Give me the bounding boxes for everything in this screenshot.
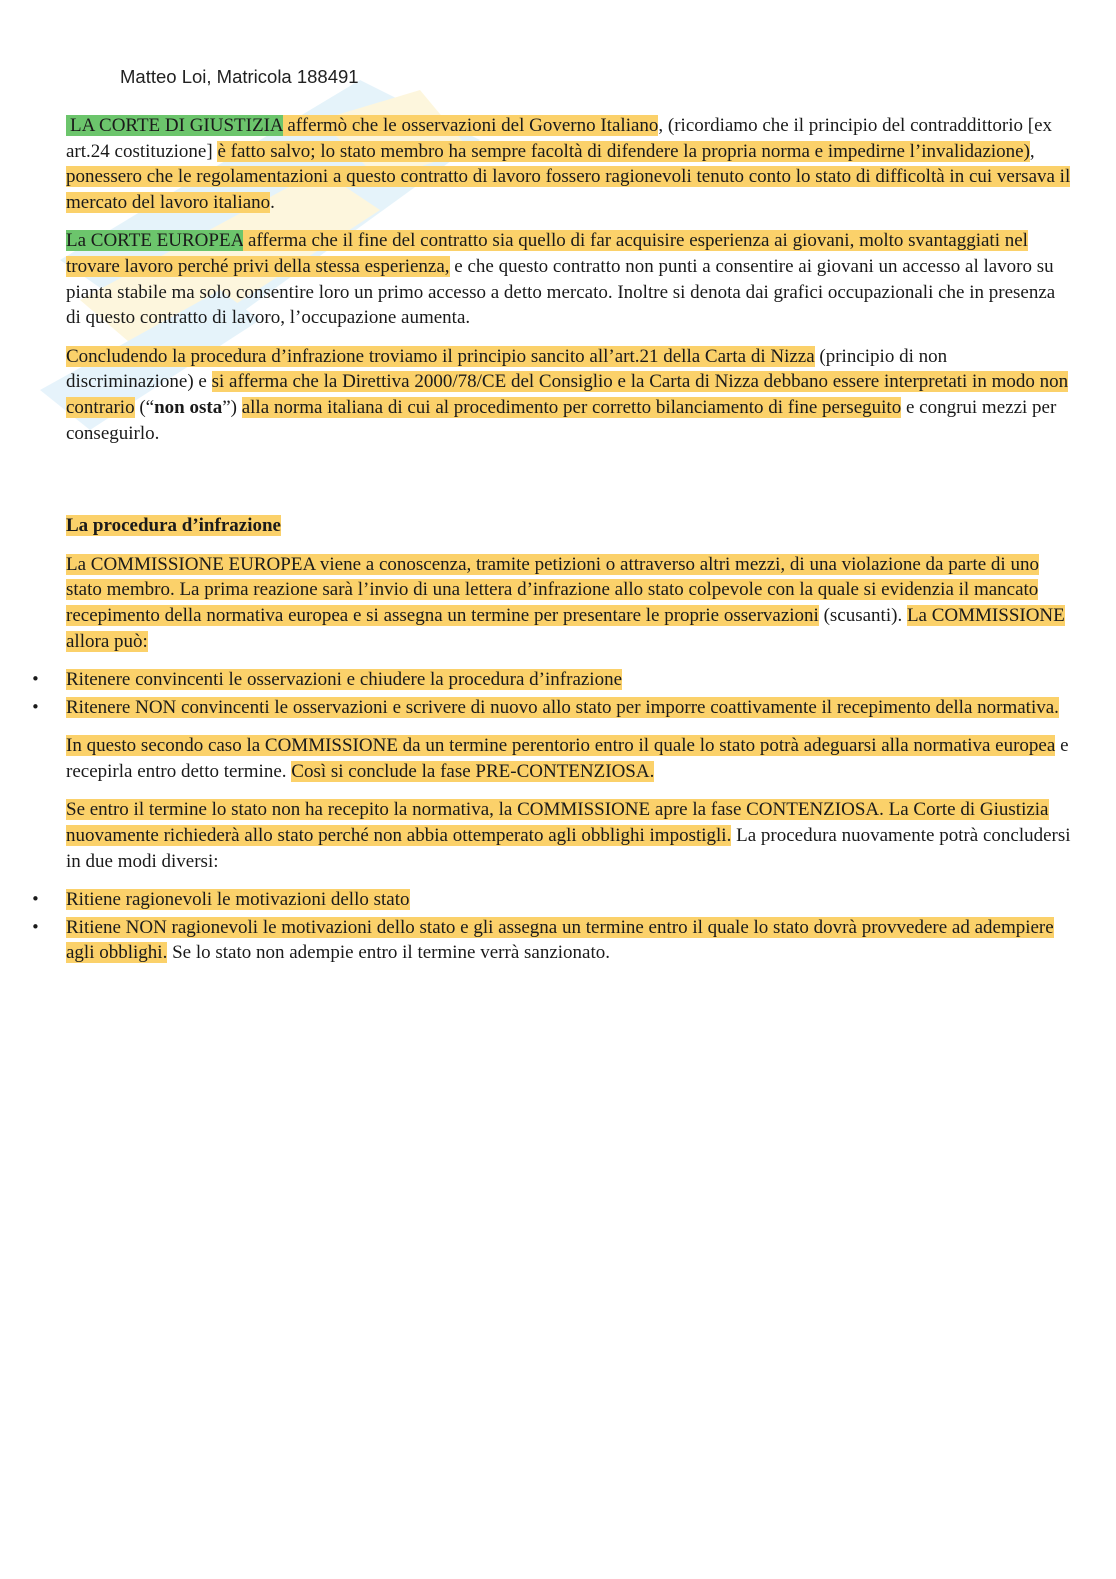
highlight-green: La CORTE EUROPEA [66, 230, 244, 252]
plain-text: . [270, 191, 275, 213]
bold-text: non osta [154, 396, 223, 418]
highlight-green: LA CORTE DI GIUSTIZIA [66, 115, 283, 136]
plain-text: ”) [222, 396, 242, 418]
highlight-yellow: Concludendo la procedura d’infrazione troviamo il principio sancito all’art.21 della Carta di Nizza [66, 345, 815, 367]
spacer [66, 459, 1072, 513]
plain-text: (“ [134, 396, 155, 418]
highlight-yellow: si afferma che la Direttiva 2000/78/CE del Consiglio e la Carta di Nizza debbano essere interpretati in modo non contrario [66, 371, 1069, 418]
paragraph-pre-contenziosa [66, 733, 1072, 784]
plain-text: Se lo stato non adempie entro il termine verrà sanzionato. [167, 942, 610, 964]
highlight-yellow: La COMMISSIONE EUROPEA viene a conoscenza, tramite petizioni o attraverso altri mezzi, di una violazione da parte di uno stato membro. La prima reazione sarà l’invio di una lettera d’infrazione allo stato colpevole con la quale si evidenzia il mancato recepimento della normativa europea e si assegna un termine per presentare le proprie osservazioni [66, 553, 1039, 626]
highlight-yellow: alla norma italiana di cui al procedimento per corretto bilanciamento di fine perseguito [241, 396, 902, 418]
paragraph-corte-europea [66, 228, 1072, 330]
plain-text: , [1029, 140, 1035, 162]
plain-text: , (ricordiamo che il principio del contraddittorio [ex art.24 costituzione] [66, 115, 1052, 162]
highlight-yellow: Così si conclude la fase PRE-CONTENZIOSA. [291, 760, 655, 782]
highlight-yellow: è fatto salvo; lo stato membro ha sempre facoltà di difendere la propria norma e impedirne l’invalidazione) [217, 140, 1030, 162]
highlight-yellow: La COMMISSIONE allora può: [66, 604, 1065, 652]
plain-text: e recepirla entro detto termine. [66, 735, 1069, 782]
document-body [66, 113, 1072, 979]
list-item-text: Ritenere NON convincenti le osservazioni e scrivere di nuovo allo stato per imporre coattivamente il recepimento della normativa. [66, 696, 1059, 718]
plain-text: e congrui mezzi per conseguirlo. [66, 396, 1057, 444]
section-title [66, 513, 1072, 539]
highlight-yellow: In questo secondo caso la COMMISSIONE da un termine perentorio entro il quale lo stato potrà adeguarsi alla normativa europea [66, 735, 1056, 757]
plain-text: e che questo contratto non punti a consentire ai giovani un accesso al lavoro su pianta stabile ma solo consentire loro un primo accesso a detto mercato. Inoltre si denota dai grafici occupazionali che in presenza di questo contratto di lavoro, l’occupazione aumenta. [66, 255, 1056, 329]
list-item-text: Ritenere convincenti le osservazioni e chiudere la procedura d’infrazione [66, 669, 623, 691]
list-item-text: Ritiene ragionevoli le motivazioni dello stato [66, 889, 410, 911]
list-item [66, 667, 1072, 693]
highlight-yellow: Se entro il termine lo stato non ha recepito la normativa, la COMMISSIONE apre la fase CONTENZIOSA. La Corte di Giustizia nuovamente richiederà allo stato perché non abbia ottemperato agli obblighi impostigli. [66, 799, 1049, 847]
highlight-yellow: affermò che le osservazioni del Governo Italiano [282, 115, 659, 136]
plain-text: (principio di non discriminazione) e [66, 345, 948, 393]
plain-text: (scusanti). [818, 604, 907, 626]
plain-text: La procedura nuovamente potrà concludersi in due modi diversi: [66, 825, 1071, 872]
list-item [66, 695, 1072, 721]
options-list [66, 667, 1072, 720]
section-title-text: La procedura d’infrazione [66, 515, 281, 537]
list-item [66, 887, 1072, 913]
paragraph-contenziosa [66, 797, 1072, 874]
paragraph-corte-giustizia [66, 113, 1072, 215]
list-item [66, 915, 1072, 966]
list-item-text: Ritiene NON ragionevoli le motivazioni dello stato e gli assegna un termine entro il quale lo stato dovrà provvedere ad adempiere agli obblighi. [66, 916, 1054, 964]
outcomes-list [66, 887, 1072, 966]
highlight-yellow: afferma che il fine del contratto sia quello di far acquisire esperienza ai giovani, molto svantaggiati nel trovare lavoro perché privi della stessa esperienza, [66, 230, 1028, 277]
paragraph-commissione [66, 552, 1072, 654]
author-header: Matteo Loi, Matricola 188491 [120, 66, 359, 87]
highlight-yellow: ponessero che le regolamentazioni a questo contratto di lavoro fossero ragionevoli tenuto conto lo stato di difficoltà in cui versava il mercato del lavoro italiano [66, 166, 1071, 213]
paragraph-carta-nizza [66, 344, 1072, 446]
